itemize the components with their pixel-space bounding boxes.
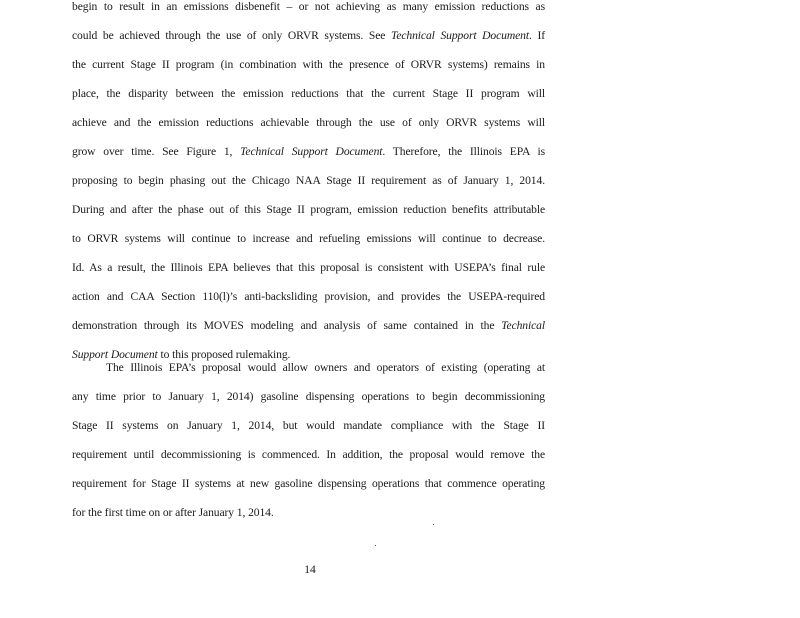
document-reference: Technical — [501, 319, 545, 332]
text-line: Support Document to this proposed rulemaking. — [72, 348, 291, 361]
page-number: 14 — [304, 563, 316, 576]
paragraph-decommissioning-proposal — [72, 353, 545, 527]
text-line: proposing to begin phasing out the Chicago NAA Stage II requirement as of January 1, 2014. — [72, 174, 545, 187]
text-line: The Illinois EPA’s proposal would allow owners and operators of existing (operating at — [106, 361, 545, 374]
document-reference: Support Document — [72, 348, 158, 361]
text-line: for the first time on or after January 1, 2014. — [72, 506, 274, 519]
text-line: requirement until decommissioning is commenced. In addition, the proposal would remove the — [72, 448, 545, 461]
text-line: action and CAA Section 110(l)’s anti-backsliding provision, and provides the USEPA-required — [72, 290, 545, 303]
text-line: the current Stage II program (in combination with the presence of ORVR systems) remains in — [72, 58, 545, 71]
text-line: place, the disparity between the emission reductions that the current Stage II program will — [72, 87, 545, 100]
scan-speck — [375, 545, 376, 546]
text-line: Id. As a result, the Illinois EPA believes that this proposal is consistent with USEPA’s final rule — [72, 261, 545, 274]
scan-speck — [433, 524, 434, 525]
text-line: requirement for Stage II systems at new gasoline dispensing operations that commence operating — [72, 477, 545, 490]
text-line: demonstration through its MOVES modeling and analysis of same contained in the Technical — [72, 319, 545, 332]
text-line: could be achieved through the use of only ORVR systems. See Technical Support Document. If — [72, 29, 546, 42]
text-line: grow over time. See Figure 1, Technical Support Document. Therefore, the Illinois EPA is — [72, 145, 546, 158]
document-reference: Technical Support Document — [391, 29, 530, 42]
paragraph-stage-ii-disparity — [72, 0, 545, 369]
text-line: to ORVR systems will continue to increase and refueling emissions will continue to decrease. — [72, 232, 545, 245]
document-reference: Technical Support Document — [240, 145, 383, 158]
text-line: begin to result in an emissions disbenefit – or not achieving as many emission reductions as — [72, 0, 545, 13]
text-line: any time prior to January 1, 2014) gasoline dispensing operations to begin decommissioning — [72, 390, 545, 403]
text-line: achieve and the emission reductions achievable through the use of only ORVR systems will — [72, 116, 545, 129]
text-line: During and after the phase out of this Stage II program, emission reduction benefits attributable — [72, 203, 545, 216]
text-line: Stage II systems on January 1, 2014, but would mandate compliance with the Stage II — [72, 419, 545, 432]
